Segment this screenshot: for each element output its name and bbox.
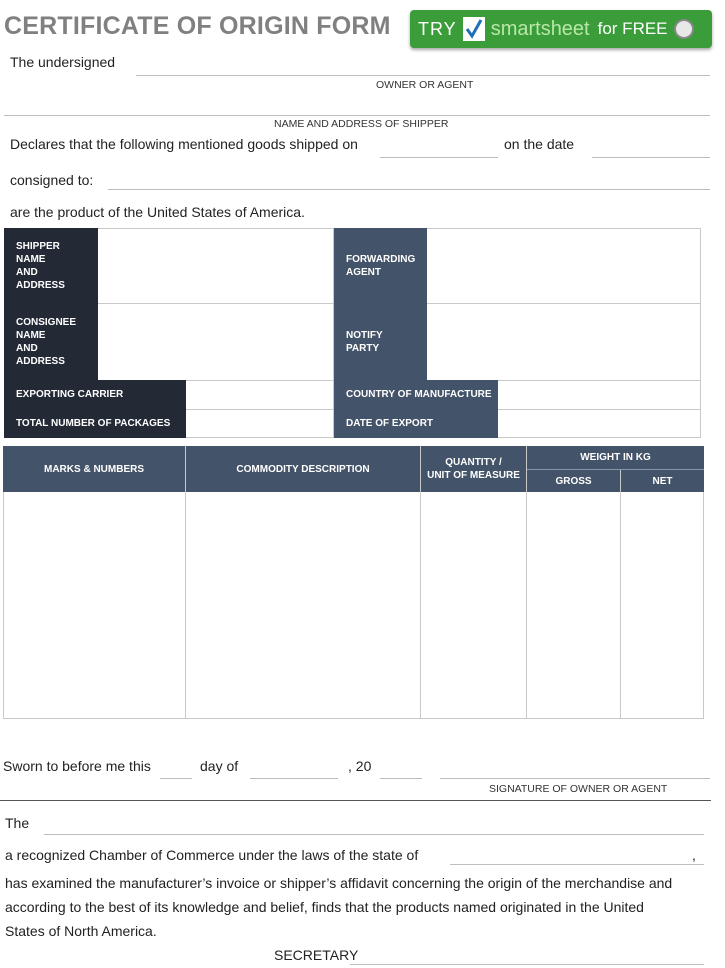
name-address-caption: NAME AND ADDRESS OF SHIPPER [274, 118, 449, 130]
page-title: CERTIFICATE OF ORIGIN FORM [4, 12, 391, 40]
quantity-cell[interactable] [421, 493, 526, 718]
sworn-month-field[interactable] [250, 778, 338, 779]
notify-party-field[interactable] [428, 305, 700, 379]
examined-line-3: States of North America. [5, 923, 157, 939]
consigned-to-label: consigned to: [10, 172, 94, 188]
shipper-label: SHIPPER NAME AND ADDRESS [4, 228, 98, 304]
country-manufacture-field[interactable] [499, 381, 700, 409]
sworn-year-field[interactable] [380, 778, 422, 779]
weight-header: WEIGHT IN KG [527, 446, 704, 469]
gross-cell[interactable] [527, 493, 620, 718]
net-cell[interactable] [621, 493, 703, 718]
pointer-hand-icon [674, 19, 694, 39]
day-of-label: day of [200, 758, 239, 774]
comma-label: , [692, 847, 696, 863]
quantity-header: QUANTITY / UNIT OF MEASURE [421, 446, 526, 492]
owner-signature-field[interactable] [440, 778, 710, 779]
promo-free-label: for FREE [597, 19, 668, 38]
shipper-field[interactable] [99, 229, 332, 303]
signature-caption: SIGNATURE OF OWNER OR AGENT [489, 783, 668, 795]
shipped-on-field[interactable] [380, 157, 498, 158]
the-label: The [5, 815, 30, 831]
date-field[interactable] [592, 157, 710, 158]
on-the-date-label: on the date [504, 136, 575, 152]
secretary-label: SECRETARY [274, 947, 359, 963]
recognized-label: a recognized Chamber of Commerce under the laws of the state of [5, 847, 419, 863]
product-of-statement: are the product of the United States of America. [10, 204, 305, 220]
declares-label: Declares that the following mentioned goods shipped on [10, 136, 358, 152]
gross-header: GROSS [527, 470, 620, 492]
shipper-name-address-field[interactable] [4, 115, 710, 116]
examined-line-1: has examined the manufacturer’s invoice or shipper’s affidavit concerning the origin of the merchandise and [5, 875, 673, 891]
exporting-carrier-field[interactable] [187, 381, 332, 409]
marks-header: MARKS & NUMBERS [3, 446, 185, 492]
commodity-cell[interactable] [186, 493, 420, 718]
try-smartsheet-button[interactable] [410, 10, 712, 48]
secretary-signature-field[interactable] [350, 964, 704, 965]
consignee-field[interactable] [99, 305, 332, 379]
sworn-day-field[interactable] [160, 778, 192, 779]
owner-agent-field[interactable] [136, 75, 710, 76]
total-packages-field[interactable] [187, 410, 332, 437]
section-divider [0, 800, 711, 801]
forwarding-agent-field[interactable] [428, 229, 700, 303]
commodity-header: COMMODITY DESCRIPTION [186, 446, 420, 492]
total-packages-label: TOTAL NUMBER OF PACKAGES [4, 409, 186, 438]
consigned-to-field[interactable] [108, 189, 710, 190]
chamber-name-field[interactable] [44, 834, 704, 835]
net-header: NET [621, 470, 704, 492]
promo-try-label: TRY [418, 18, 457, 39]
forwarding-agent-label: FORWARDING AGENT [334, 228, 427, 304]
checkmark-icon [463, 17, 485, 41]
marks-cell[interactable] [4, 493, 185, 718]
consignee-label: CONSIGNEE NAME AND ADDRESS [4, 304, 98, 380]
date-export-label: DATE OF EXPORT [334, 409, 498, 438]
year-prefix-label: , 20 [348, 758, 372, 774]
date-export-field[interactable] [499, 410, 700, 437]
promo-brand-label: smartsheet [490, 17, 590, 40]
notify-party-label: NOTIFY PARTY [334, 304, 427, 380]
country-manufacture-label: COUNTRY OF MANUFACTURE [334, 380, 498, 409]
sworn-label: Sworn to before me this [3, 758, 151, 774]
undersigned-label: The undersigned [10, 54, 116, 70]
owner-agent-caption: OWNER OR AGENT [376, 79, 474, 91]
exporting-carrier-label: EXPORTING CARRIER [4, 380, 186, 409]
state-field[interactable] [450, 864, 704, 865]
examined-line-2: according to the best of its knowledge and belief, finds that the products named originated in the United [5, 899, 644, 915]
